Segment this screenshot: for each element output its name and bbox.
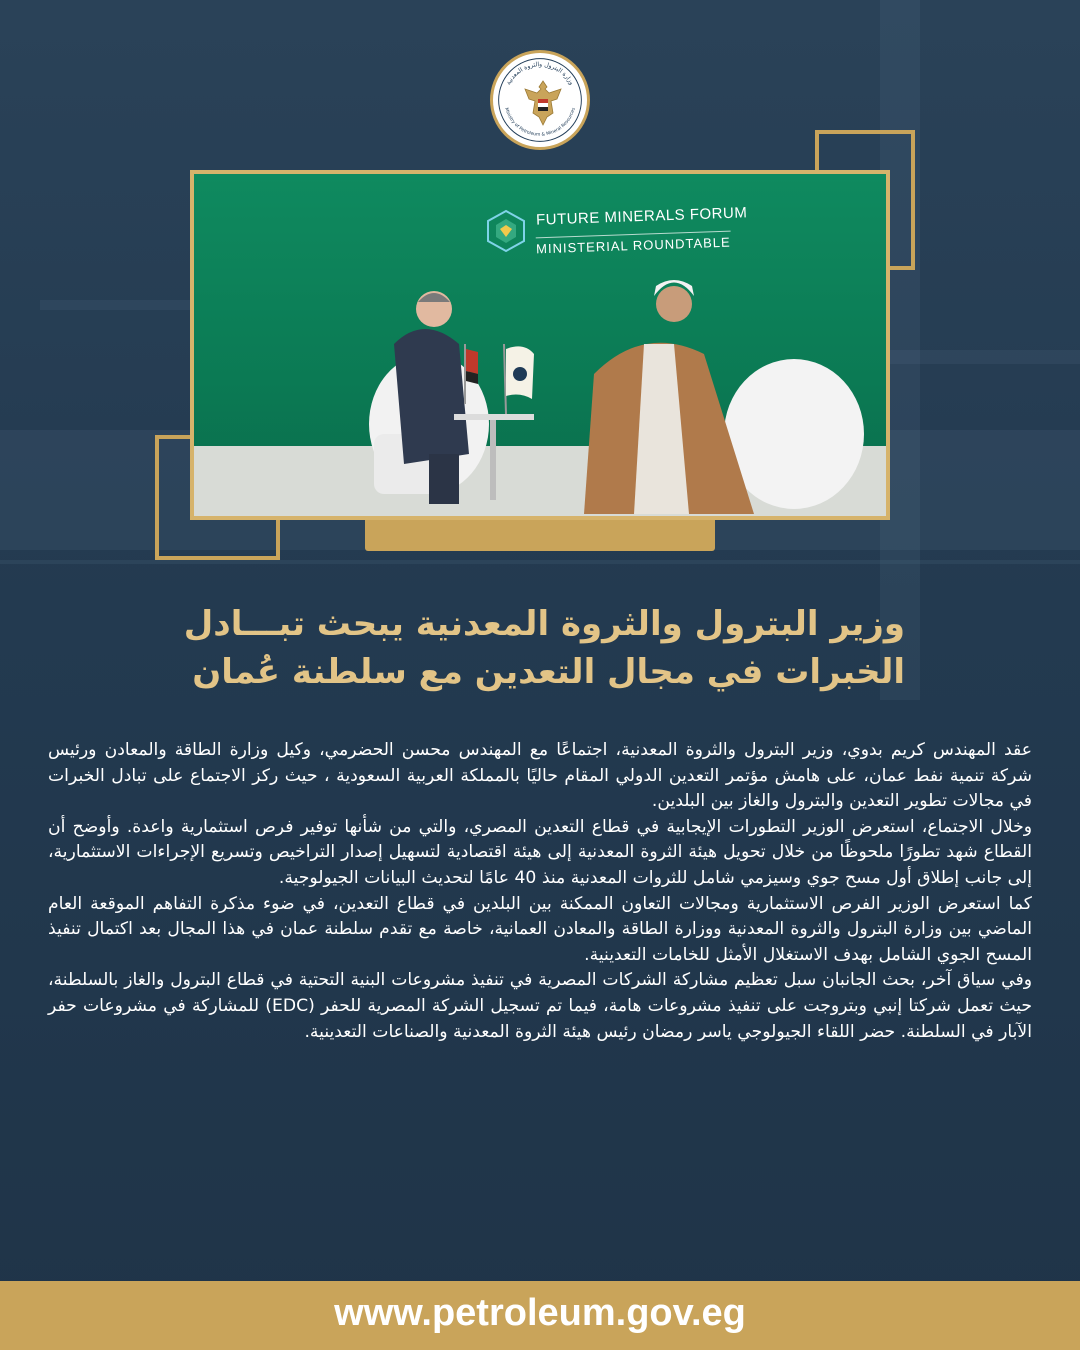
forum-subtitle: MINISTERIAL ROUNDTABLE bbox=[536, 231, 731, 257]
headline-line-2: الخبرات في مجال التعدين مع سلطنة عُمان bbox=[192, 652, 905, 692]
logo-ring-text-en: Ministry of Petroleum & Mineral Resources bbox=[503, 107, 577, 138]
headline bbox=[185, 600, 905, 696]
paragraph-4: وفي سياق آخر، بحث الجانبان سبل تعظيم مشاركة الشركات المصرية في تنفيذ مشروعات البنية التحتية في قطاع البترول والغاز بالسلطنة، حيث تعمل شركتا إنبي وبتروجت على تنفيذ مشروعات هامة، فيما تم تسجيل الشركة المصرية للحفر (EDC) للمشاركة في مشروعات حفر الآبار في السلطنة. حضر اللقاء الجيولوجي ياسر رمضان رئيس هيئة الثروة المعدنية والصناعات التعدينية. bbox=[48, 970, 1033, 1042]
eagle-emblem-icon bbox=[521, 79, 565, 127]
footer-bar bbox=[0, 1281, 1080, 1350]
paragraph-2: وخلال الاجتماع، استعرض الوزير التطورات الإيجابية في قطاع التعدين المصري، والتي من شأنها توفير فرص استثمارية واعدة. وأوضح أن القطاع شهد تطورًا ملحوظًا من خلال تحويل هيئة الثروة المعدنية إلى هيئة اقتصادية لتسهيل إصدار التراخيص وتسريع الإجراءات الاستثمارية، إلى جانب إطلاق أول مسح جوي وسيزمي شامل للثروات المعدنية منذ 40 عامًا لتحديث البيانات الجيولوجية. bbox=[48, 816, 1032, 888]
meeting-photo bbox=[190, 170, 890, 520]
forum-title: FUTURE MINERALS FORUM bbox=[535, 204, 748, 229]
meeting-scene-illustration bbox=[194, 174, 886, 516]
decorative-gold-bar bbox=[365, 515, 715, 551]
paragraph-1: عقد المهندس كريم بدوي، وزير البترول والثروة المعدنية، اجتماعًا مع المهندس محسن الحضرمي، وكيل وزارة الطاقة والمعادن ورئيس شركة تنمية نفط عمان، على هامش مؤتمر التعدين الدولي المقام حاليًا بالمملكة العربية السعودية ، حيث ركز الاجتماع على تبادل الخبرات في مجالات تطوير التعدين والبترول والغاز بين البلدين. bbox=[48, 740, 1032, 812]
article-body bbox=[48, 738, 1032, 1045]
logo-ring-text-ar: وزارة البترول والثروة المعدنية bbox=[505, 61, 575, 87]
footer-website-link[interactable]: www.petroleum.gov.eg bbox=[334, 1292, 746, 1334]
ministry-logo bbox=[490, 50, 590, 150]
headline-line-1: وزير البترول والثروة المعدنية يبحث تبـــادل bbox=[183, 604, 905, 644]
paragraph-3: كما استعرض الوزير الفرص الاستثمارية ومجالات التعاون الممكنة بين البلدين في قطاع التعدين، في ضوء مذكرة التفاهم الموقعة العام الماضي بين وزارة البترول والثروة المعدنية ووزارة الطاقة والمعادن العمانية، خاصة مع تقدم سلطنة عمان في هذا المجال بعد اكتمال تنفيذ المسح الجوي الشامل بهدف الاستغلال الأمثل للخامات التعدينية. bbox=[48, 893, 1032, 965]
